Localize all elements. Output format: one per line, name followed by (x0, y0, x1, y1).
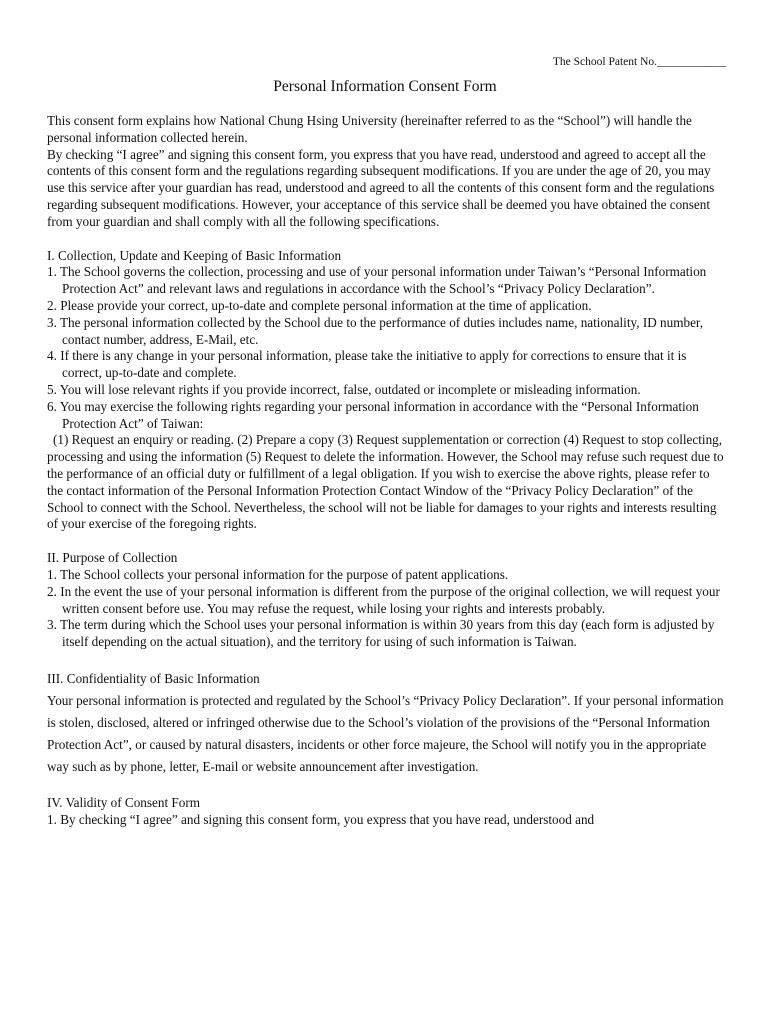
spacer (47, 533, 727, 550)
section-1-item-2: 2. Please provide your correct, up-to-date and complete personal information at the time of application. (47, 297, 592, 313)
section-4-item-1: 1. By checking “I agree” and signing this consent form, you express that you have read, understood and (47, 811, 595, 827)
section-2-item-1: 1. The School collects your personal information for the purpose of patent applications. (47, 566, 509, 582)
section-1-rights-paragraph: (1) Request an enquiry or reading. (2) Prepare a copy (3) Request supplementation or correction (4) Request to stop collecting, processing and using the information (5) Request to delete the information. However, the School may refuse such request due to the performance of an official duty or fulfillment of a legal obligation. If you wish to exercise the above rights, please refer to the contact information of the Personal Information Protection Contact Window of the “Privacy Policy Declaration” of the School to connect with the School. Nevertheless, the school will not be liable for damages to your rights and interests resulting of your exercise of the foregoing rights. (47, 432, 724, 532)
section-1-item-4: 4. If there is any change in your personal information, please take the initiative to apply for corrections to ensure that it is correct, up-to-date and complete. (47, 348, 687, 381)
patent-number-field: The School Patent No.____________ (552, 56, 726, 68)
section-3-heading: III. Confidentiality of Basic Information (47, 670, 260, 686)
section-4-heading: IV. Validity of Consent Form (47, 794, 201, 810)
spacer (47, 651, 727, 668)
section-1-item-3: 3. The personal information collected by the School due to the performance of duties includes name, nationality, ID number, contact number, address, E-Mail, etc. (47, 314, 704, 347)
section-2-item-2: 2. In the event the use of your personal information is different from the purpose of the original collection, we will request your written consent before use. You may refuse the request, while losing your rights and interests probably. (47, 583, 720, 616)
section-2-heading: II. Purpose of Collection (47, 550, 178, 566)
section-1-item-5: 5. You will lose relevant rights if you provide incorrect, false, outdated or incomplete or misleading information. (47, 381, 641, 397)
section-3-body: Your personal information is protected and regulated by the School’s “Privacy Policy Declaration”. If your personal information is stolen, disclosed, altered or infringed otherwise due to the School’s violation of the provisions of the “Personal Information Protection Act”, or caused by natural disasters, incidents or other force majeure, the School will notify you in the appropriate way such as by phone, letter, E-mail or website announcement after investigation. (47, 692, 724, 774)
intro-paragraph-1: This consent form explains how National Chung Hsing University (hereinafter referred to as the “School”) will handle the personal information collected herein. (47, 113, 692, 145)
spacer (47, 778, 727, 795)
spacer (47, 231, 727, 248)
form-body (47, 113, 727, 829)
section-2-item-3: 3. The term during which the School uses your personal information is within 30 years from this day (each form is adjusted by itself depending on the actual situation), and the territory for using of such information is Taiwan. (47, 617, 715, 650)
section-1-item-6: 6. You may exercise the following rights regarding your personal information in accordance with the “Personal Information Protection Act” of Taiwan: (47, 398, 699, 431)
section-1-item-1: 1. The School governs the collection, processing and use of your personal information under Taiwan’s “Personal Information Protection Act” and relevant laws and regulations in accordance with the School’s “Privacy Policy Declaration”. (47, 264, 707, 297)
section-1-heading: I. Collection, Update and Keeping of Basic Information (47, 247, 342, 263)
intro-paragraph-2: By checking “I agree” and signing this consent form, you express that you have read, understood and agreed to accept all the contents of this consent form and the regulations regarding subsequent modifications. If you are under the age of 20, you may use this service after your guardian has read, understood and agreed to all the contents of this consent form and the regulations regarding subsequent modifications. However, your acceptance of this service shall be deemed you have obtained the consent from your guardian and shall comply with all the following specifications. (47, 146, 715, 229)
page-title: Personal Information Consent Form (273, 78, 497, 95)
